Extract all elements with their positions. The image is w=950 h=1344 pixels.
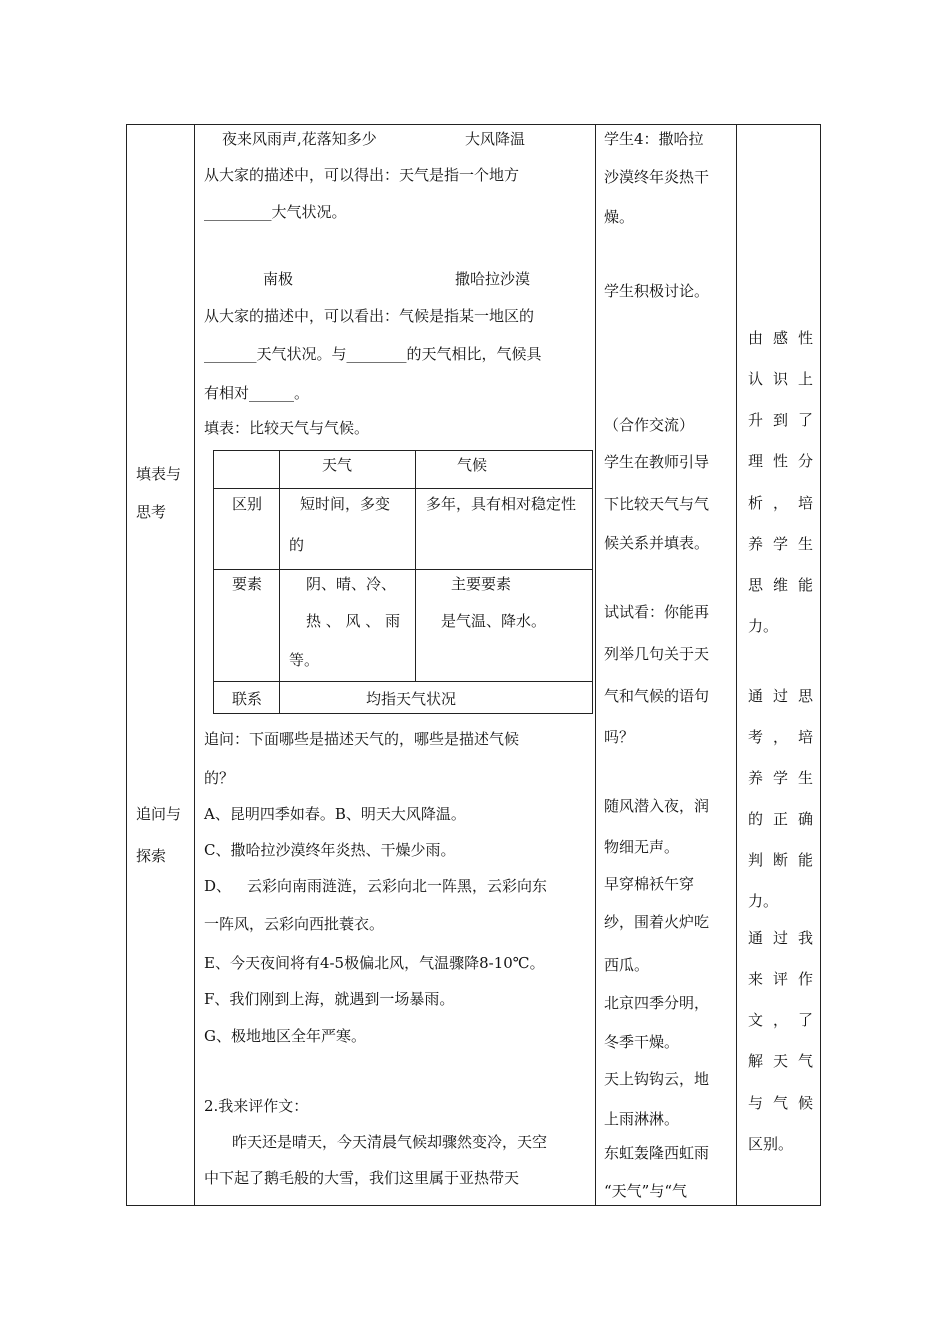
student-line: 吗？ [604,728,635,746]
student-line: 候关系并填表。 [604,534,710,552]
table-label-elements: 要素 [232,575,263,593]
intent-line: 来评作 [748,970,824,988]
intent-line: 与气候 [748,1094,824,1112]
student-line: 列举几句关于天 [604,645,710,663]
intent-line: 力。 [748,892,779,910]
intent-line: 通过思 [748,687,824,705]
section-label-probe-2: 探索 [136,847,167,865]
option-a-b: A、昆明四季如春。B、明天大风降温。 [204,805,466,823]
essay-heading: 2.我来评作文： [204,1097,309,1115]
intent-line: 通过我 [748,929,824,947]
inner-row-divider-3 [213,681,593,682]
essay-line-1: 昨天还是晴天，今天清晨气候却骤然变冷，天空 [232,1133,548,1151]
inner-col-divider-1 [279,450,280,714]
intent-line: 养学生 [748,769,824,787]
table-weather-elements-1: 阴、晴、冷、 [306,575,397,593]
table-climate-elements-2: 是气温、降水。 [441,612,547,630]
place-sahara: 撒哈拉沙漠 [455,270,531,288]
intent-line: 升到了 [748,411,824,429]
student-line: 东虹轰隆西虹雨 [604,1144,710,1162]
intent-line: 析，培 [748,494,824,512]
student-line: 下比较天气与气 [604,495,710,513]
table-header-weather: 天气 [322,456,353,474]
option-c: C、撒哈拉沙漠终年炎热、干燥少雨。 [204,841,456,859]
weather-definition: 从大家的描述中，可以得出：天气是指一个地方 [204,166,520,184]
option-d-2: 一阵风，云彩向西批蓑衣。 [204,915,385,933]
intent-line: 区别。 [748,1135,794,1153]
question-prompt-end: 的？ [204,769,235,787]
student-line: 学生积极讨论。 [604,282,710,300]
place-south-pole: 南极 [263,270,294,288]
comparison-table [213,450,593,714]
intent-line: 思维能 [748,576,824,594]
table-header-climate: 气候 [457,456,488,474]
inner-row-divider-2 [213,569,593,570]
student-line: 燥。 [604,208,635,226]
option-d-label: D、 [204,877,232,895]
inner-col-divider-2 [415,450,416,681]
table-climate-difference: 多年，具有相对稳定性 [426,495,577,513]
section-label-fill-think-1: 填表与 [136,465,182,483]
student-line: 北京四季分明， [604,994,710,1012]
inner-row-divider-1 [213,488,593,489]
poem-line: 夜来风雨声,花落知多少 [222,130,377,148]
student-line: 西瓜。 [604,956,650,974]
intent-line: 由感性 [748,329,824,347]
climate-definition-blank: _______天气状况。与________的天气相比，气候具 [204,345,542,363]
fill-table-instruction: 填表：比较天气与气候。 [204,419,370,437]
table-weather-difference-2: 的 [289,536,305,554]
weather-phrase: 大风降温 [465,130,526,148]
student-line: 学生在教师引导 [604,453,710,471]
col-divider-2 [595,124,596,1206]
student-line: 早穿棉袄午穿 [604,875,695,893]
intent-line: 养学生 [748,535,824,553]
student-line: 随风潜入夜，润 [604,797,710,815]
intent-line: 力。 [748,617,779,635]
intent-line: 判断能 [748,851,824,869]
student-line: （合作交流） [604,416,695,434]
option-f: F、我们刚到上海，就遇到一场暴雨。 [204,990,455,1008]
student-line: “天气”与“气 [604,1182,688,1200]
table-weather-difference-1: 短时间，多变 [300,495,391,513]
option-e: E、今天夜间将有4-5极偏北风，气温骤降8-10℃。 [204,954,545,972]
question-prompt: 追问：下面哪些是描述天气的，哪些是描述气候 [204,730,520,748]
table-label-relation: 联系 [232,690,263,708]
table-relation-value: 均指天气状况 [366,690,457,708]
essay-line-2: 中下起了鹅毛般的大雪，我们这里属于亚热带天 [204,1169,520,1187]
option-g: G、极地地区全年严寒。 [204,1027,366,1045]
climate-definition: 从大家的描述中，可以看出：气候是指某一地区的 [204,307,535,325]
section-label-probe-1: 追问与 [136,805,182,823]
student-line: 物细无声。 [604,838,680,856]
weather-definition-blank: _________大气状况。 [204,203,347,221]
student-line: 学生4：撒哈拉 [604,130,704,148]
table-weather-elements-2: 热 、 风 、 雨 [306,612,401,630]
climate-definition-end: 有相对______。 [204,384,310,402]
intent-line: 解天气 [748,1052,824,1070]
intent-line: 的正确 [748,810,824,828]
table-weather-elements-3: 等。 [289,651,320,669]
student-line: 上雨淋淋。 [604,1110,680,1128]
student-line: 纱，围着火炉吃 [604,913,710,931]
intent-line: 考，培 [748,728,824,746]
student-line: 试试看：你能再 [604,603,710,621]
intent-line: 认识上 [748,370,824,388]
table-label-difference: 区别 [232,495,263,513]
table-climate-elements-1: 主要要素 [451,575,512,593]
student-line: 气和气候的语句 [604,687,710,705]
intent-line: 文，了 [748,1011,824,1029]
section-label-fill-think-2: 思考 [136,503,167,521]
student-line: 冬季干燥。 [604,1033,680,1051]
student-line: 沙漠终年炎热干 [604,168,710,186]
col-divider-1 [194,124,195,1206]
col-divider-3 [736,124,737,1206]
student-line: 天上钩钩云，地 [604,1070,710,1088]
intent-line: 理性分 [748,452,824,470]
option-d-1: 云彩向南雨涟涟，云彩向北一阵黑，云彩向东 [247,877,548,895]
